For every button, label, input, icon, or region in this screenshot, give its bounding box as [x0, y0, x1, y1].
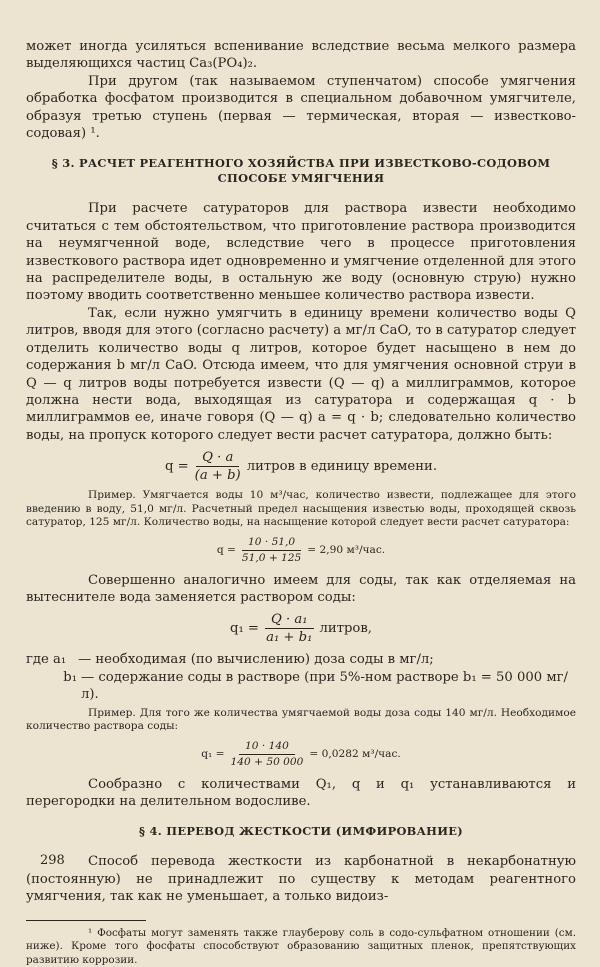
page-number: 298: [40, 853, 65, 868]
paragraph-4: Так, если нужно умягчить в единицу времени количество воды Q литров, вводя для этого (согласно расчету) a мг/л CaO, то в сатуратор следует отделить количество воды q литров, которое будет насыщено в нем до содержания b мг/л CaO. Отсюда имеем, что для умягчения основной струи в Q — q литров воды потребуется извести (Q — q) a миллиграммов, которое должна нести вода, выходящая из сатуратора и содержащая q · b миллиграммов ее, иначе говоря (Q — q) a = q · b; следовательно количество воды, на пропуск которого следует вести расчет сатуратора, должно быть:: [26, 305, 576, 443]
formula-numerator: Q · a: [196, 450, 239, 467]
paragraph-2: При другом (так называемом ступенчатом) способе умягчения обработка фосфатом производится в специальном добавочном умягчителе, образуя третью ступень (первая — термическая, вторая — известково-содовая) ¹.: [26, 73, 576, 142]
definition-label: b₁: [63, 669, 77, 685]
example-2: [26, 707, 576, 734]
formula-lhs: q =: [164, 459, 189, 475]
formula-rhs: литров,: [319, 621, 372, 637]
formula-saturator: [26, 450, 576, 483]
footnote: [26, 927, 576, 967]
formula-rhs: = 0,0282 м³/час.: [309, 747, 401, 760]
section-3-heading: § 3. РАСЧЕТ РЕАГЕНТНОГО ХОЗЯЙСТВА ПРИ ИЗВЕСТКОВО-СОДОВОМ СПОСОБЕ УМЯГЧЕНИЯ: [51, 156, 551, 186]
section-4-heading: § 4. ПЕРЕВОД ЖЕСТКОСТИ (ИМФИРОВАНИЕ): [139, 824, 463, 839]
paragraph-5: Совершенно аналогично имеем для соды, так как отделяемая на вытеснителе вода заменяется раствором соды:: [26, 572, 576, 606]
footnote-divider: [26, 920, 146, 921]
formula-numerator: 10 · 51,0: [242, 536, 301, 552]
formula-denominator: (a + b): [194, 468, 241, 484]
formula-fraction: [231, 740, 304, 770]
formula-soda: [26, 612, 576, 645]
definition-text: — необходимая (по вычислению) доза соды в мг/л;: [78, 652, 434, 668]
formula-example-2: [26, 740, 576, 770]
example-1: [26, 489, 576, 530]
formula-fraction: [265, 612, 314, 645]
formula-denominator: a₁ + b₁: [266, 630, 313, 646]
paragraph-1: может иногда усиляться вспенивание вследствие весьма мелкого размера выделяющихся частиц Ca₃(PO₄)₂.: [26, 39, 576, 72]
definition-label: где a₁: [26, 652, 67, 668]
formula-numerator: Q · a₁: [265, 612, 314, 629]
formula-fraction: [242, 536, 301, 566]
formula-numerator: 10 · 140: [239, 740, 295, 756]
formula-denominator: 51,0 + 125: [241, 552, 302, 565]
formula-rhs: литров в единицу времени.: [246, 459, 438, 475]
formula-lhs: q =: [216, 543, 236, 556]
definition-row: [26, 651, 576, 668]
formula-fraction: [195, 450, 241, 483]
formula-lhs: q₁ =: [201, 747, 225, 760]
paragraph-3: При расчете сатураторов для раствора извести необходимо считаться с тем обстоятельством, что приготовление раствора производится на неумягченной воде, вследствие чего в процессе приготовления известкового раствора идет одновременно и умягчение отделенной для этого на распределителе воды, в остальную же воду (основную струю) нужно поэтому вводить соответственно меньшее количество раствора извести.: [26, 201, 576, 304]
paragraph-7: Способ перевода жесткости из карбонатной в некарбонатную (постоянную) не принадлежит по существу к методам реагентного умягчения, так как не уменьшает, а только видоиз-: [26, 854, 576, 905]
paragraph-6: Сообразно с количествами Q₁, q и q₁ устанавливаются и перегородки на делительном водосливе.: [26, 776, 576, 810]
example-2-text: Пример. Для того же количества умягчаемой воды доза соды 140 мг/л. Необходимое количество раствора соды:: [26, 706, 576, 733]
definition-text: — содержание соды в растворе (при 5%-ном растворе b₁ = 50 000 мг/л).: [81, 669, 568, 703]
formula-rhs: = 2,90 м³/час.: [307, 543, 386, 556]
example-1-text: Пример. Умягчается воды 10 м³/час, количество извести, подлежащее для этого введению в воду, 51,0 мг/л. Расчетный предел насыщения известью воды, проходящей сквозь сатуратор, 125 мг/л. Количество воды, на насыщение которой следует вести расчет сатуратора:: [26, 489, 576, 529]
formula-denominator: 140 + 50 000: [230, 756, 304, 769]
formula-example-1: [26, 536, 576, 566]
definitions: [26, 651, 576, 703]
formula-lhs: q₁ =: [230, 621, 259, 637]
definition-row: [26, 669, 576, 704]
footnote-text: ¹ Фосфаты могут заменять также глауберову соль в содо-сульфатном отношении (см. ниже). Кроме того фосфаты способствуют образованию защитных пленок, препятствующих развитию коррозии.: [26, 926, 576, 966]
